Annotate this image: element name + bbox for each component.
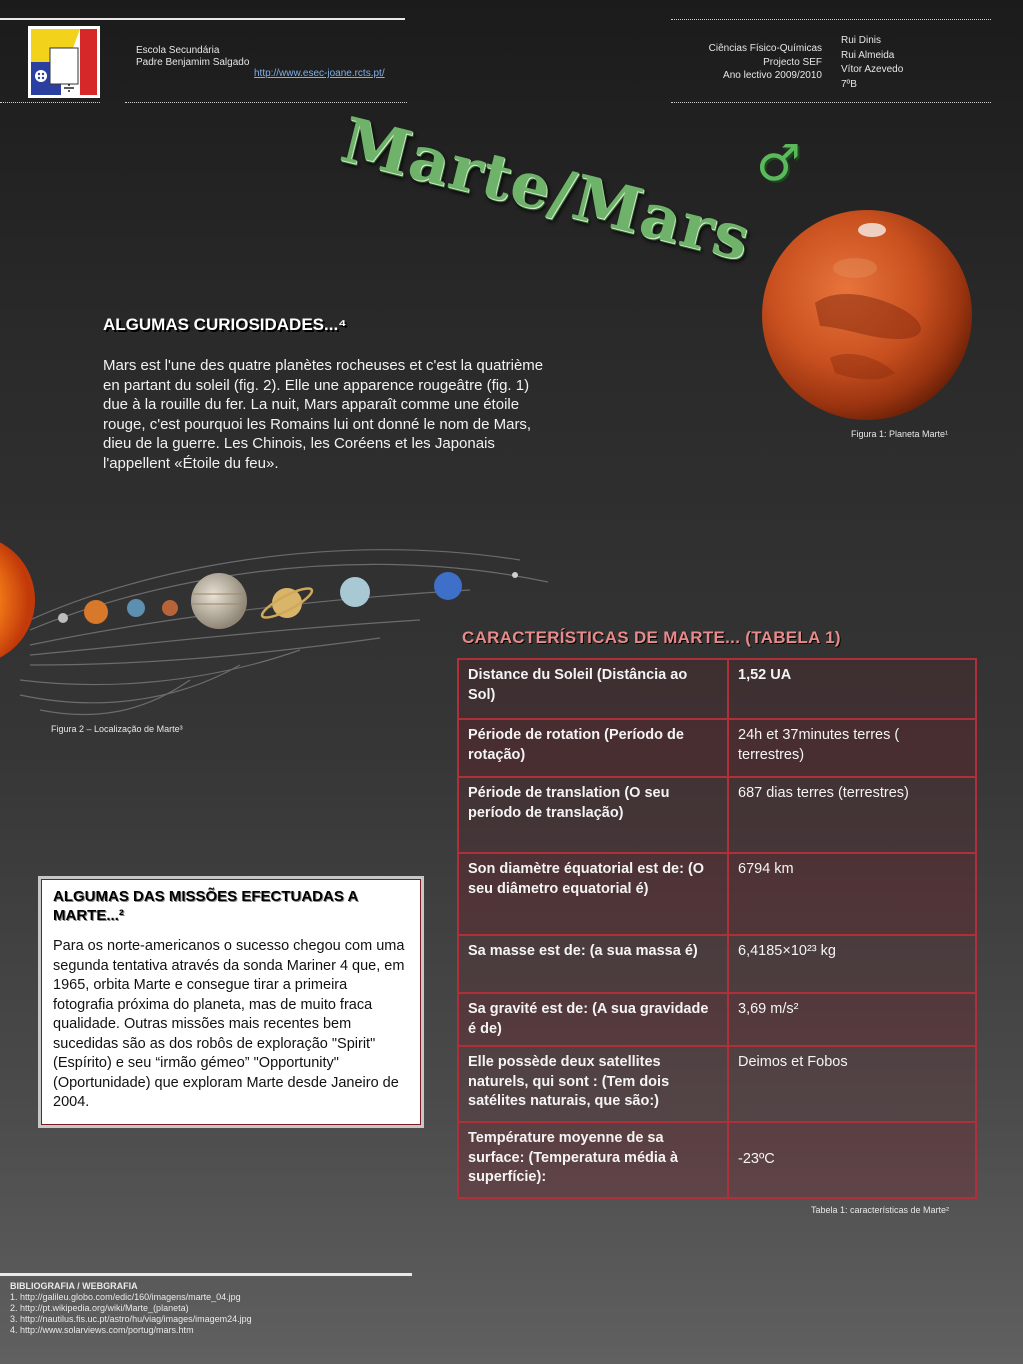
course-line2: Projecto SEF <box>763 56 822 68</box>
bibliography-item-1[interactable]: 1. http://galileu.globo.com/edic/160/imagens/marte_04.jpg <box>10 1292 241 1302</box>
header-rule-bottom-right <box>671 102 991 103</box>
row-value: 6794 km <box>728 853 976 935</box>
header-rule-right <box>671 19 991 20</box>
author-class: 7ºB <box>841 78 857 90</box>
bibliography <box>10 1281 252 1336</box>
school-line1: Escola Secundária <box>136 45 220 56</box>
author-3: Vítor Azevedo <box>841 64 904 75</box>
school-line2: Padre Benjamim Salgado <box>136 57 250 68</box>
author-2: Rui Almeida <box>841 49 895 61</box>
mars-symbol-icon: ♂ <box>756 134 801 192</box>
row-key: Sa masse est de: (a sua massa é) <box>458 935 728 993</box>
course-line3: Ano lectivo 2009/2010 <box>723 70 822 81</box>
author-1: Rui Dinis <box>841 35 882 46</box>
row-value: -23ºC <box>728 1122 976 1198</box>
school-logo <box>28 26 100 98</box>
row-value: 1,52 UA <box>728 659 976 719</box>
header-rule-bottom-mid <box>125 102 407 103</box>
figure1-caption: Figura 1: Planeta Marte¹ <box>851 429 949 439</box>
row-value: 3,69 m/s² <box>728 993 976 1046</box>
table-row <box>458 659 976 719</box>
row-value: Deimos et Fobos <box>728 1046 976 1122</box>
row-value: 24h et 37minutes terres ( terrestres) <box>728 719 976 777</box>
table-row <box>458 853 976 935</box>
table-row <box>458 1122 976 1198</box>
row-key: Elle possède deux satellites naturels, qui sont : (Tem dois satélites naturais, que são:) <box>458 1046 728 1122</box>
page-title: Marte/Mars <box>334 103 759 276</box>
table-row <box>458 777 976 853</box>
characteristics-table <box>457 658 977 1199</box>
missions-box <box>38 876 424 1128</box>
bibliography-item-2[interactable]: 2. http://pt.wikipedia.org/wiki/Marte_(planeta) <box>10 1303 189 1313</box>
school-url-link[interactable]: http://www.esec-joane.rcts.pt/ <box>254 68 385 79</box>
row-key: Sa gravité est de: (A sua gravidade é de) <box>458 993 728 1046</box>
table-row <box>458 935 976 993</box>
school-name <box>136 45 249 69</box>
header-rule-bottom-left <box>0 102 100 103</box>
curiosities-heading: ALGUMAS CURIOSIDADES...⁴ <box>103 315 347 334</box>
bibliography-heading: BIBLIOGRAFIA / WEBGRAFIA <box>10 1281 138 1291</box>
figure2-caption: Figura 2 – Localização de Marte³ <box>51 724 183 734</box>
bibliography-item-3[interactable]: 3. http://nautilus.fis.uc.pt/astro/hu/viag/images/imagem24.jpg <box>10 1314 252 1324</box>
row-key: Période de rotation (Período de rotação) <box>458 719 728 777</box>
course-info <box>690 42 822 83</box>
row-key: Température moyenne de sa surface: (Temperatura média à superfície): <box>458 1122 728 1198</box>
bibliography-item-4[interactable]: 4. http://www.solarviews.com/portug/mars.htm <box>10 1325 194 1335</box>
row-key: Période de translation (O seu período de translação) <box>458 777 728 853</box>
missions-heading: ALGUMAS DAS MISSÕES EFECTUADAS A MARTE...² <box>53 888 358 924</box>
curiosities-text: Mars est l'une des quatre planètes rocheuses et c'est la quatrième en partant du soleil (fig. 2). Elle une apparence rougeâtre (fig. 1) due à la rouille du fer. La nuit, Mars apparaît comme une étoile rouge, c'est pourquoi les Romains lui ont donné le nom de Mars, dieu de la guerre. Les Chinois, les Coréens et les Japonais l'appellent «Étoile du feu». <box>103 357 544 472</box>
table-caption: Tabela 1: características de Marte² <box>811 1205 950 1215</box>
row-key: Distance du Soleil (Distância ao Sol) <box>458 659 728 719</box>
table-title: CARACTERÍSTICAS DE MARTE... (TABELA 1) <box>462 628 841 647</box>
row-key: Son diamètre équatorial est de: (O seu diâmetro equatorial é) <box>458 853 728 935</box>
mars-planet-image <box>760 208 974 422</box>
bibliography-rule <box>0 1273 412 1276</box>
table-row <box>458 719 976 777</box>
table-row <box>458 993 976 1046</box>
authors-list <box>841 34 903 92</box>
header-rule-left <box>0 18 405 20</box>
missions-text: Para os norte-americanos o sucesso chegou com uma segunda tentativa através da sonda Mariner 4 que, em 1965, orbita Marte e consegue tirar a primeira fotografia próxima do planeta, mas de muito fraca qualidade. Outras missões mais recentes bem sucedidas são as dos robôs de exploração "Spirit" (Espírito) e seu “irmão gémeo” "Opportunity" (Oportunidade) que exploram Marte desde Janeiro de 2004. <box>53 938 405 1110</box>
row-value: 687 dias terres (terrestres) <box>728 777 976 853</box>
course-line1: Ciências Físico-Químicas <box>708 43 822 54</box>
row-value: 6,4185×10²³ kg <box>728 935 976 993</box>
table-row <box>458 1046 976 1122</box>
